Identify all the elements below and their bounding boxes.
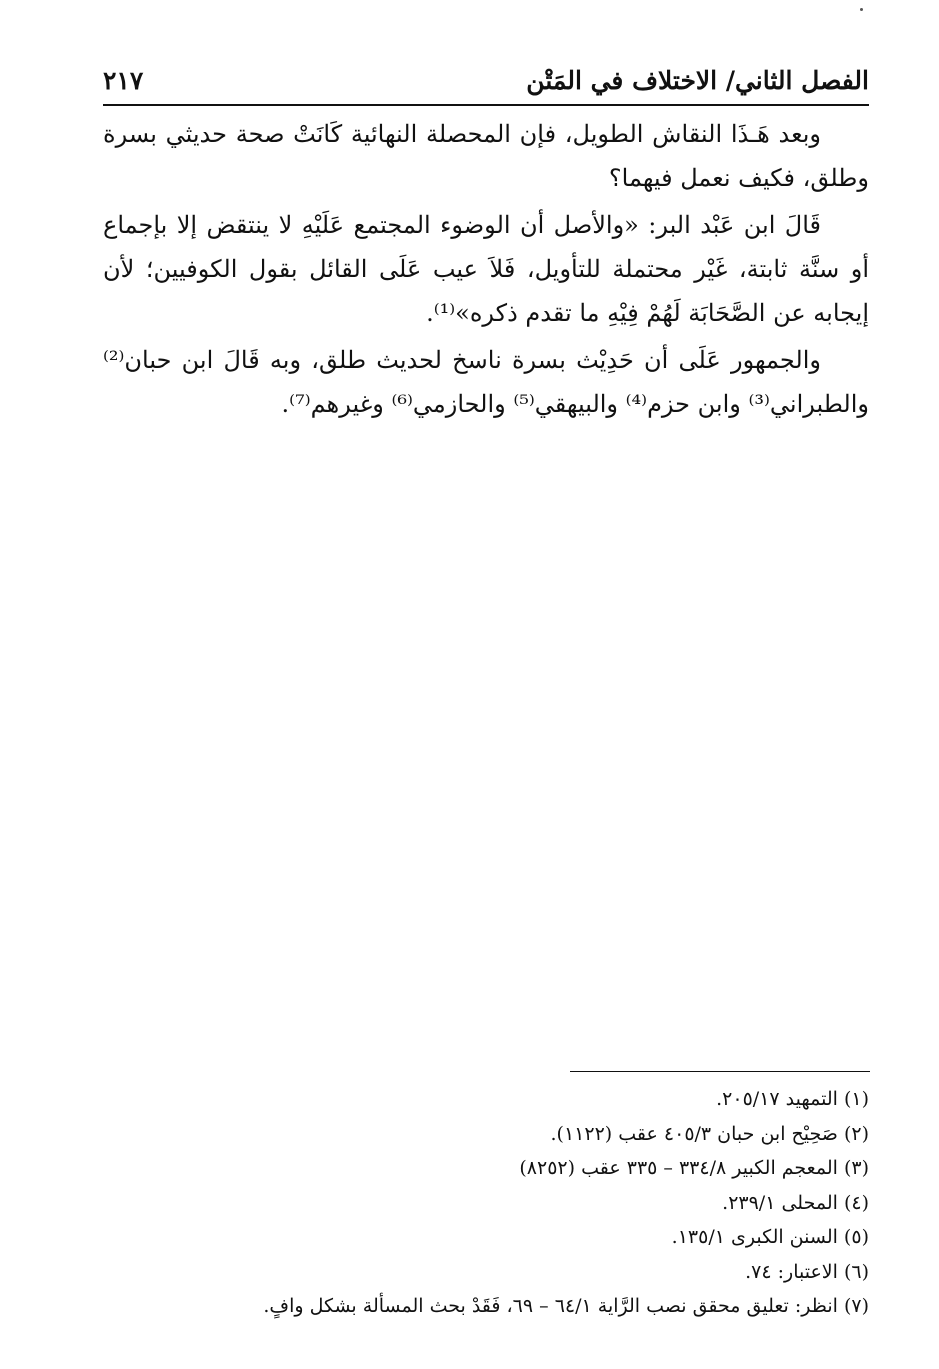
running-title: الفصل الثاني/ الاختلاف في المَتْن xyxy=(526,66,869,95)
footnote: (٤) المحلى ٢٣٩/١. xyxy=(722,1191,869,1214)
scan-speck xyxy=(860,8,863,11)
footnotes xyxy=(103,1082,869,1324)
paragraph: والجمهور عَلَى أن حَدِيْث بسرة ناسخ لحديث طلق، وبه قَالَ ابن حبان⁽²⁾ والطبراني⁽³⁾ وابن حزم⁽⁴⁾ والبيهقي⁽⁵⁾ والحازمي⁽⁶⁾ وغيرهم⁽⁷⁾. xyxy=(103,346,869,418)
header-divider xyxy=(103,104,869,106)
page-number: ٢١٧ xyxy=(103,66,144,95)
main-text xyxy=(103,112,869,429)
paragraph: قَالَ ابن عَبْد البر: «والأصل أن الوضوء المجتمع عَلَيْهِ لا ينتقض إلا بإجماع أو سنَّة ثابتة، غَيْر محتملة للتأويل، فَلاَ عيب عَلَى القائل بقول الكوفيين؛ لأن إيجابه عن الصَّحَابَة لَهُمْ فِيْهِ ما تقدم ذكره»⁽¹⁾. xyxy=(103,211,869,327)
footnote: (٧) انظر: تعليق محقق نصب الرَّاية ٦٤/١ – ٦٩، فَقَدْ بحث المسألة بشكل وافٍ. xyxy=(263,1295,869,1317)
paragraph: وبعد هَـذَا النقاش الطويل، فإن المحصلة النهائية كَانَتْ صحة حديثي بسرة وطلق، فكيف نعمل فيهما؟ xyxy=(103,120,869,192)
footnote: (٥) السنن الكبرى ١٣٥/١. xyxy=(671,1226,869,1248)
footnote: (٣) المعجم الكبير ٣٣٤/٨ – ٣٣٥ عقب (٨٢٥٢) xyxy=(519,1157,869,1179)
footnote: (٢) صَحِيْح ابن حبان ٤٠٥/٣ عقب (١١٢٢). xyxy=(550,1122,869,1145)
footnote-divider xyxy=(570,1071,870,1072)
footnote: (٦) الاعتبار: ٧٤. xyxy=(745,1260,869,1283)
page-header xyxy=(103,62,869,102)
footnote: (١) التمهيد ٢٠٥/١٧. xyxy=(716,1088,869,1110)
